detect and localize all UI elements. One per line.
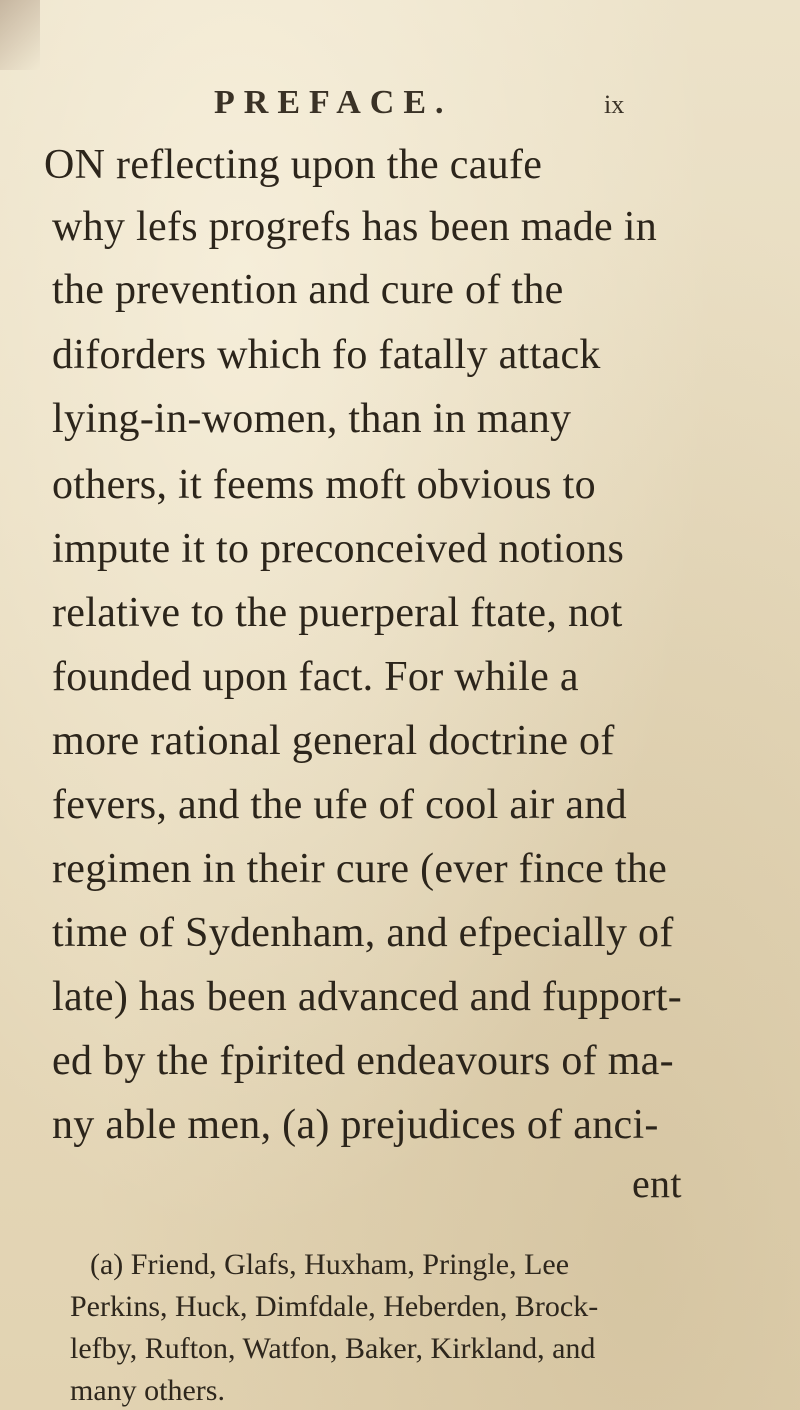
footnote-line: Perkins, Huck, Dimfdale, Heberden, Brock- [70,1290,599,1323]
footnote-line: lefby, Rufton, Watfon, Baker, Kirkland, and [70,1332,596,1365]
text-line: ny able men, (a) prejudices of anci- [52,1102,659,1148]
text-line: ON reflecting upon the caufe [44,142,543,188]
text-line: late) has been advanced and fupport- [52,974,683,1020]
text-line: the prevention and cure of the [52,267,564,313]
footnote-line: many others. [70,1374,225,1407]
text-line: others, it feems moft obvious to [52,462,596,508]
running-head: PREFACE. [214,84,453,121]
text-line: lying-in-women, than in many [52,396,572,442]
footnote-line: (a) Friend, Glafs, Huxham, Pringle, Lee [90,1248,570,1281]
text-line: time of Sydenham, and efpecially of [52,910,674,956]
text-line: diforders which fo fatally attack [52,332,601,378]
text-line: relative to the puerperal ftate, not [52,590,623,636]
text-line: fevers, and the ufe of cool air and [52,782,627,828]
text-line: why lefs progrefs has been made in [52,204,658,250]
catchword: ent [632,1161,682,1206]
text-line: founded upon fact. For while a [52,654,579,700]
text-line: regimen in their cure (ever fince the [52,846,668,892]
page-number: ix [604,90,625,119]
text-line: ed by the fpirited endeavours of ma- [52,1038,674,1084]
text-line: impute it to preconceived notions [52,526,625,572]
text-line: more rational general doctrine of [52,718,615,764]
footnote-rule [210,1122,430,1124]
